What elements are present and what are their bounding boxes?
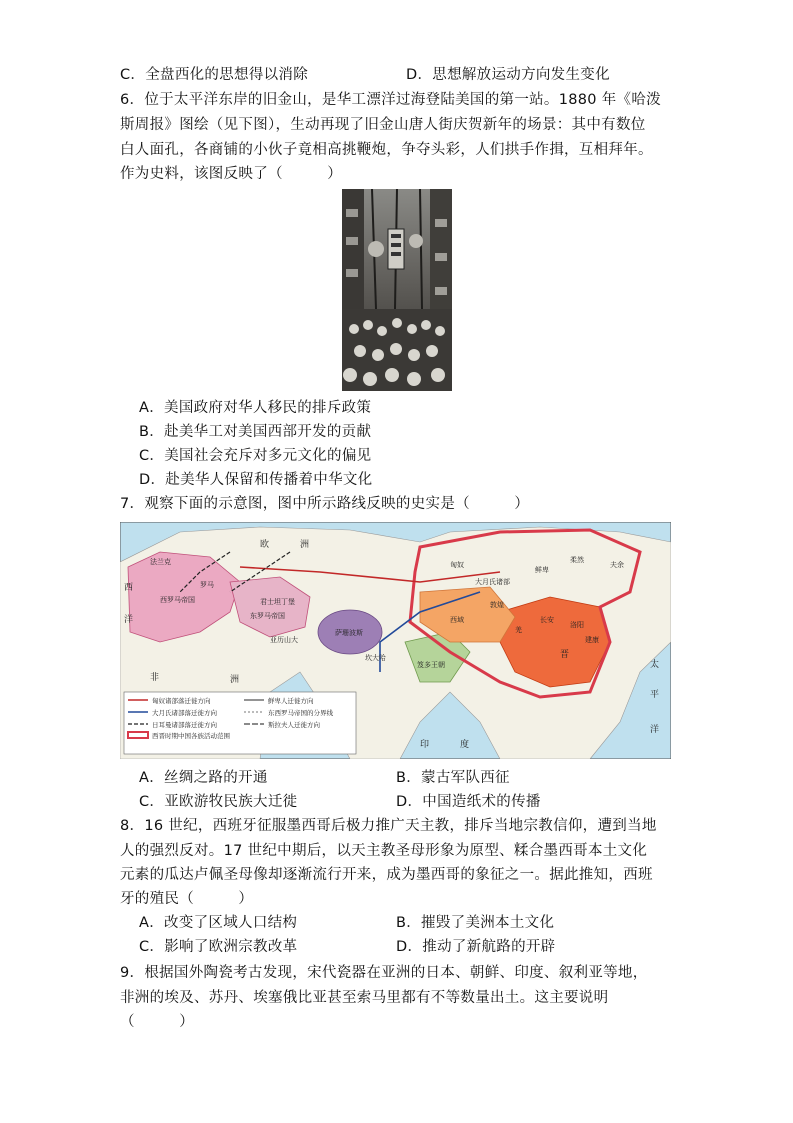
map-label-constantinople: 君士坦丁堡 <box>260 598 295 606</box>
map-label-india: 印 <box>420 740 430 750</box>
map-label-dunhuang: 敦煌 <box>490 601 504 609</box>
q7-option-a: A．丝绸之路的开通 <box>139 770 268 786</box>
q6-option-d: D．赴美华人保留和传播着中华文化 <box>139 472 373 488</box>
map-label-xianbei: 鲜卑 <box>535 566 549 574</box>
map-legend <box>124 692 356 754</box>
legend-germanic: 日耳曼诸部落迁徙方向 <box>152 721 217 729</box>
map-label-luoyang: 洛阳 <box>570 621 584 629</box>
map-label-jin: 晋 <box>560 650 570 660</box>
map-label-africa: 非 <box>150 673 160 683</box>
legend-jin-range: 西晋时期中国各族活动范围 <box>152 732 230 740</box>
q8-option-d: D．推动了新航路的开辟 <box>396 939 556 955</box>
map-label-africa2: 洲 <box>230 675 240 685</box>
map-label-west: 西 <box>124 583 134 593</box>
map-label-changan: 长安 <box>540 616 554 624</box>
map-label-india2: 度 <box>460 740 470 750</box>
map-label-pacific: 太 <box>650 660 660 670</box>
q7-option-c: C．亚欧游牧民族大迁徙 <box>139 794 298 810</box>
q6-stem-line-4: 作为史料，该图反映了（ ） <box>120 166 342 182</box>
map-label-qiang: 羌 <box>515 626 522 634</box>
map-label-sassanid: 萨珊波斯 <box>335 629 363 637</box>
q8-stem-line-1: 8．16 世纪，西班牙征服墨西哥后极力推广天主教，排斥当地宗教信仰，遭到当地 <box>120 818 657 834</box>
q7-option-b: B．蒙古军队西征 <box>396 770 510 786</box>
map-label-pacific3: 洋 <box>650 725 660 735</box>
map-label-west2: 洋 <box>124 615 134 625</box>
map-label-east-roman: 东罗马帝国 <box>250 612 285 620</box>
map-label-yueshi: 大月氏诸部 <box>475 578 510 586</box>
q6-stem-line-2: 斯周报》图绘（见下图），生动再现了旧金山唐人街庆贺新年的场景：其中有数位 <box>120 117 646 133</box>
q7-option-d: D．中国造纸术的传播 <box>396 794 541 810</box>
legend-xianbei: 鲜卑人迁徙方向 <box>268 697 314 705</box>
q9-stem-line-3: （ ） <box>120 1014 194 1030</box>
q8-stem-line-3: 元素的瓜达卢佩圣母像却逐渐流行开来，成为墨西哥的象征之一。据此推知，西班 <box>120 867 653 883</box>
map-label-kabul: 坎大哈 <box>365 654 386 662</box>
legend-yueshi: 大月氏诸部落迁徙方向 <box>152 709 217 717</box>
q8-stem-line-2: 人的强烈反对。17 世纪中期后，以天主教圣母形象为原型、糅合墨西哥本土文化 <box>120 843 648 859</box>
map-label-xiongnu: 匈奴 <box>450 561 464 569</box>
q7-stem: 7．观察下面的示意图，图中所示路线反映的史实是（ ） <box>120 496 530 512</box>
q6-stem-line-3: 白人面孔，各商铺的小伙子竟相高挑鞭炮，争夺头彩，人们拱手作揖，互相拜年。 <box>120 142 653 158</box>
q8-option-a: A．改变了区域人口结构 <box>139 915 298 931</box>
q6-option-c: C．美国社会充斥对多元文化的偏见 <box>139 448 372 464</box>
map-label-alexandria: 亚历山大 <box>270 636 298 644</box>
q6-option-a: A．美国政府对华人移民的排斥政策 <box>139 400 372 416</box>
map-label-rouran: 柔然 <box>570 556 584 564</box>
map-label-rome: 罗马 <box>200 581 214 589</box>
legend-roman-border: 东西罗马帝国的分界线 <box>268 709 333 717</box>
legend-xiongnu: 匈奴诸部落迁徙方向 <box>152 697 211 705</box>
chinatown-new-year-illustration <box>342 189 452 391</box>
q5-option-d: D．思想解放运动方向发生变化 <box>406 67 610 83</box>
legend-slavic: 斯拉夫人迁徙方向 <box>268 721 320 729</box>
map-label-europe2: 洲 <box>300 540 310 550</box>
q6-option-b: B．赴美华工对美国西部开发的贡献 <box>139 424 372 440</box>
q5-option-c: C．全盘西化的思想得以消除 <box>120 67 309 83</box>
map-label-gupta: 笈多王朝 <box>417 661 445 669</box>
q8-stem-line-4: 牙的殖民（ ） <box>120 891 254 907</box>
map-label-xiyu: 西域 <box>450 616 464 624</box>
map-label-europe: 欧 <box>260 540 270 550</box>
q9-stem-line-2: 非洲的埃及、苏丹、埃塞俄比亚甚至索马里都有不等数量出土。这主要说明 <box>120 990 609 1006</box>
q9-stem-line-1: 9．根据国外陶瓷考古发现，宋代瓷器在亚洲的日本、朝鲜、印度、叙利亚等地， <box>120 965 648 981</box>
q6-stem-line-1: 6．位于太平洋东岸的旧金山，是华工漂洋过海登陆美国的第一站。1880 年《哈泼 <box>120 92 661 108</box>
map-label-fuyu: 夫余 <box>610 561 624 569</box>
map-label-pacific2: 平 <box>650 690 660 700</box>
q8-option-c: C．影响了欧洲宗教改革 <box>139 939 298 955</box>
map-label-jiankang: 建康 <box>585 636 599 644</box>
migration-map <box>120 522 671 759</box>
map-label-franks: 法兰克 <box>150 558 171 566</box>
map-label-west-roman: 西罗马帝国 <box>160 596 195 604</box>
q8-option-b: B．摧毁了美洲本土文化 <box>396 915 555 931</box>
